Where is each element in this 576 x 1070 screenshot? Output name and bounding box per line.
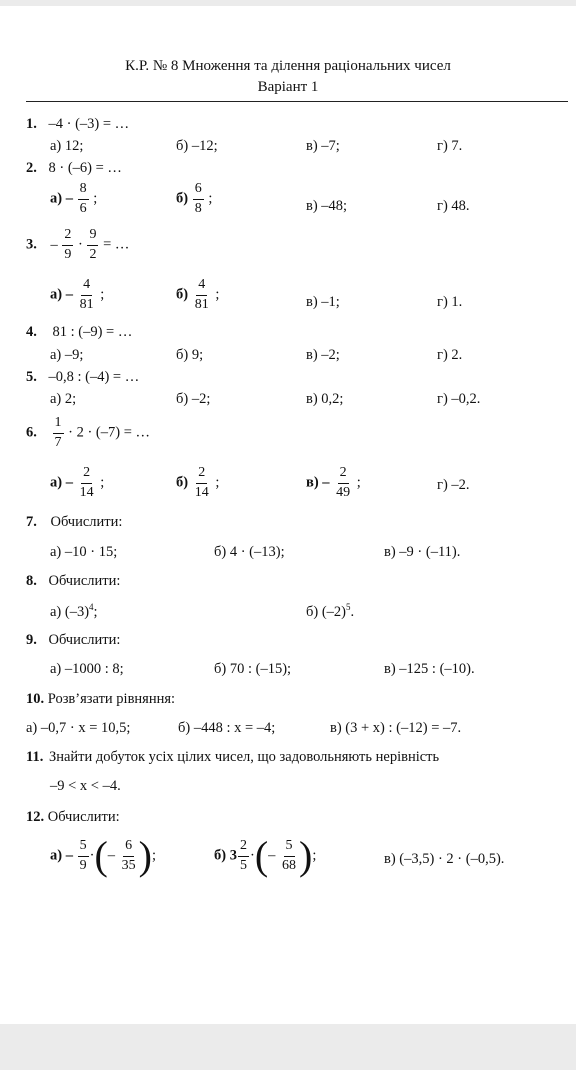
- denominator: 8: [194, 200, 202, 216]
- fraction: [280, 839, 298, 873]
- header-divider: [26, 101, 568, 102]
- option-g: г) –2.: [437, 477, 470, 493]
- option-a: а) –1000 : 8;: [50, 661, 124, 677]
- task-number: 2.: [26, 160, 37, 176]
- punct: ;: [215, 474, 220, 491]
- option-label: б): [176, 286, 189, 303]
- option-label: а) –: [50, 474, 73, 491]
- fraction: [78, 839, 89, 873]
- option-label: а) –: [50, 847, 73, 864]
- task-number: 3.: [26, 236, 37, 253]
- task-7: [26, 514, 122, 531]
- option-b: [214, 833, 317, 878]
- option-a: [50, 466, 104, 500]
- option-b: б) –2;: [176, 391, 211, 407]
- denominator: 6: [79, 200, 87, 216]
- task-number: 9.: [26, 632, 37, 648]
- option-g: г) 2.: [437, 347, 463, 363]
- option-label: б): [176, 190, 189, 207]
- numerator: 4: [196, 278, 207, 296]
- option-v: в) –9 · (–11).: [384, 544, 461, 560]
- option-a: а) –9;: [50, 347, 84, 363]
- task-expression: 8 · (–6) = …: [48, 160, 122, 176]
- fraction: [334, 466, 352, 500]
- task-10: [26, 691, 175, 708]
- option-b: б) 4 · (–13);: [214, 544, 285, 560]
- numerator: 2: [62, 228, 73, 246]
- task-9: [26, 632, 120, 649]
- numerator: 5: [78, 839, 89, 857]
- option-label: а) –: [50, 190, 73, 207]
- task-expression: 81 : (–9) = …: [52, 324, 133, 340]
- numerator: 2: [338, 466, 349, 484]
- option-a: [50, 833, 156, 878]
- option-label: в) –: [306, 474, 330, 491]
- multiply-dot: ·: [78, 236, 83, 253]
- minus-sign: –: [50, 236, 58, 253]
- task-text: Обчислити:: [48, 632, 121, 648]
- option-v: в) –48;: [306, 198, 348, 214]
- punct: ;: [208, 190, 213, 207]
- denominator: 68: [282, 857, 297, 873]
- task-2: [26, 160, 122, 177]
- option-a: а) –10 · 15;: [50, 544, 118, 560]
- task-number: 1.: [26, 116, 37, 132]
- denominator: 81: [194, 296, 209, 312]
- right-paren: ): [138, 833, 152, 878]
- worksheet-page: [0, 6, 576, 1024]
- option-v: в) –2;: [306, 347, 340, 363]
- option-g: г) –0,2.: [437, 391, 481, 407]
- right-paren: ): [299, 833, 313, 878]
- option-label: б) 3: [214, 847, 237, 864]
- exponent: 4: [89, 602, 94, 612]
- punct: ;: [312, 847, 317, 864]
- option-b: [176, 278, 219, 312]
- worksheet-title: К.Р. № 8 Множення та ділення раціональних чисел: [125, 58, 451, 74]
- power-base: а) (–3): [50, 603, 90, 620]
- option-v: в) 0,2;: [306, 391, 344, 407]
- task-number: 4.: [26, 324, 37, 340]
- task-text: Розв’язати рівняння:: [47, 691, 176, 707]
- option-b: [306, 602, 354, 621]
- exponent: 5: [346, 602, 351, 612]
- task-number: 12.: [26, 809, 45, 825]
- punct: .: [350, 603, 355, 620]
- fraction: [120, 839, 138, 873]
- option-a: а) –0,7 · x = 10,5;: [26, 720, 131, 736]
- fraction: [78, 182, 89, 216]
- numerator: 2: [196, 466, 207, 484]
- numerator: 6: [193, 182, 204, 200]
- fraction: [193, 278, 211, 312]
- minus-sign: –: [268, 847, 276, 864]
- denominator: 9: [64, 246, 72, 262]
- option-label: б): [176, 474, 189, 491]
- fraction: [53, 416, 64, 450]
- task-expression: –4 · (–3) = …: [48, 116, 130, 132]
- variant-label: Варіант 1: [257, 79, 319, 95]
- task-number: 10.: [26, 691, 45, 707]
- numerator: 2: [81, 466, 92, 484]
- option-g: г) 1.: [437, 294, 463, 310]
- option-a: а) 2;: [50, 391, 77, 407]
- task-number: 5.: [26, 369, 37, 385]
- option-b: б) 70 : (–15);: [214, 661, 292, 677]
- option-g: г) 48.: [437, 198, 470, 214]
- left-paren: (: [94, 833, 108, 878]
- task-4: [26, 324, 132, 341]
- denominator: 35: [121, 857, 136, 873]
- left-paren: (: [254, 833, 269, 878]
- punct: ;: [151, 847, 156, 864]
- task-1: [26, 116, 129, 133]
- option-v: в) (–3,5) · 2 · (–0,5).: [384, 851, 505, 867]
- denominator: 14: [79, 484, 94, 500]
- option-b: б) –448 : x = –4;: [178, 720, 276, 736]
- task-text: Обчислити:: [48, 573, 121, 589]
- numerator: 2: [238, 839, 249, 857]
- task-number: 7.: [26, 514, 37, 530]
- denominator: 2: [89, 246, 97, 262]
- option-a: [50, 182, 97, 216]
- task-6: [26, 416, 150, 450]
- option-b: [176, 466, 219, 500]
- option-v: в) (3 + x) : (–12) = –7.: [330, 720, 462, 736]
- task-3: [26, 228, 129, 262]
- task-text: Обчислити:: [47, 809, 120, 825]
- numerator: 1: [53, 416, 64, 434]
- fraction: [193, 182, 204, 216]
- option-b: б) 9;: [176, 347, 204, 363]
- denominator: 5: [239, 857, 247, 873]
- task-number: 11.: [26, 749, 44, 765]
- numerator: 5: [284, 839, 295, 857]
- task-text: Знайти добуток усіх цілих чисел, що задовольняють нерівність: [48, 749, 440, 765]
- denominator: 14: [194, 484, 209, 500]
- punct: ;: [100, 474, 105, 491]
- fraction: [87, 228, 98, 262]
- fraction: [62, 228, 73, 262]
- fraction: [238, 839, 249, 873]
- fraction: [78, 466, 96, 500]
- task-12: [26, 809, 120, 826]
- multiply-dot: ·: [89, 847, 95, 864]
- task-11-inequality: –9 < x < –4.: [50, 778, 121, 794]
- numerator: 6: [123, 839, 134, 857]
- option-v: [306, 466, 361, 500]
- task-text: Обчислити:: [50, 514, 123, 530]
- punct: ;: [215, 286, 220, 303]
- power-base: б) (–2): [306, 603, 346, 620]
- option-label: а) –: [50, 286, 73, 303]
- task-number: 8.: [26, 573, 37, 589]
- task-number: 6.: [26, 424, 37, 441]
- denominator: 7: [54, 434, 62, 450]
- punct: ;: [93, 603, 98, 620]
- option-a: [50, 278, 104, 312]
- task-5: [26, 369, 139, 386]
- multiply-dot: ·: [249, 847, 255, 864]
- option-v: в) –7;: [306, 138, 340, 154]
- option-a: [50, 602, 98, 621]
- option-b: [176, 182, 212, 216]
- task-expression: = …: [103, 236, 130, 253]
- task-11: [26, 749, 439, 766]
- denominator: 81: [79, 296, 94, 312]
- punct: ;: [100, 286, 105, 303]
- numerator: 8: [78, 182, 89, 200]
- fraction: [193, 466, 211, 500]
- punct: ;: [356, 474, 361, 491]
- task-expression: · 2 · (–7) = …: [68, 424, 150, 441]
- option-v: в) –125 : (–10).: [384, 661, 475, 677]
- denominator: 49: [336, 484, 351, 500]
- task-8: [26, 573, 120, 590]
- task-expression: –0,8 : (–4) = …: [48, 369, 140, 385]
- minus-sign: –: [107, 847, 116, 864]
- option-a: а) 12;: [50, 138, 84, 154]
- option-g: г) 7.: [437, 138, 463, 154]
- denominator: 9: [79, 857, 87, 873]
- option-v: в) –1;: [306, 294, 340, 310]
- numerator: 4: [81, 278, 92, 296]
- punct: ;: [93, 190, 98, 207]
- fraction: [78, 278, 96, 312]
- option-b: б) –12;: [176, 138, 218, 154]
- numerator: 9: [87, 228, 98, 246]
